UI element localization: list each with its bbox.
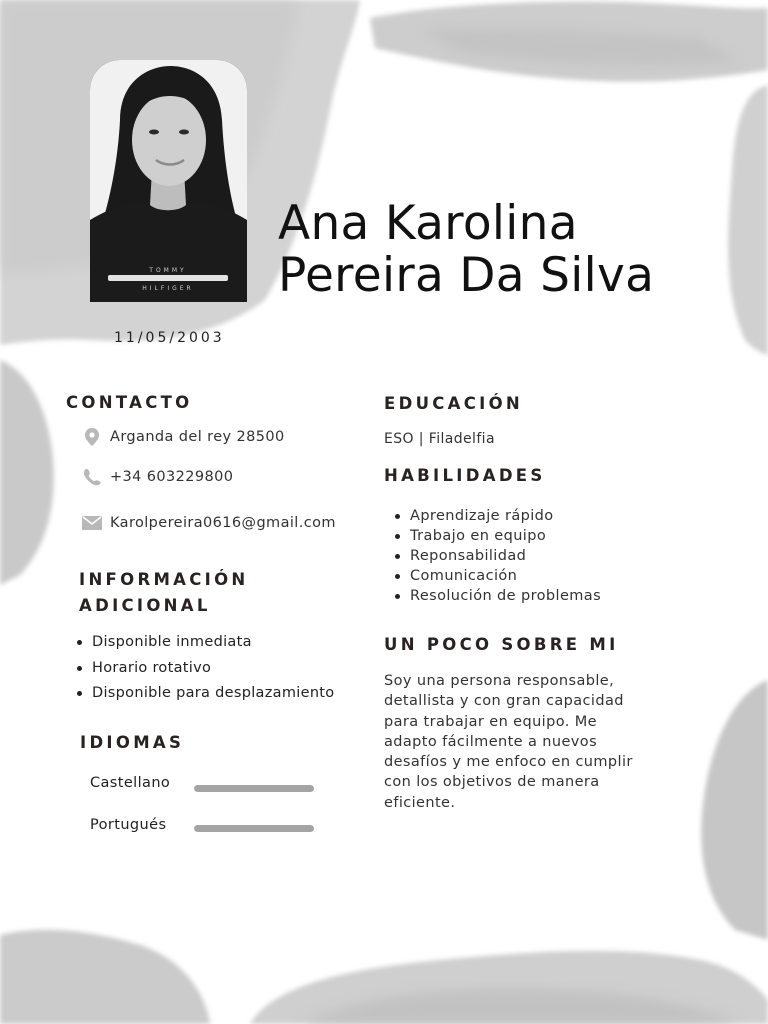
list-item: Resolución de problemas (392, 586, 601, 606)
mail-icon (80, 513, 104, 533)
language-name: Portugués (90, 817, 167, 833)
languages-heading: IDIOMAS (80, 733, 185, 752)
education-heading: EDUCACIÓN (384, 394, 524, 413)
name-line-2: Pereira Da Silva (278, 248, 655, 303)
additional-info-heading-line-2: ADICIONAL (79, 596, 211, 615)
contact-heading: CONTACTO (66, 393, 193, 412)
contact-address: Arganda del rey 28500 (110, 429, 285, 445)
birth-date: 11/05/2003 (114, 330, 225, 346)
phone-icon (80, 467, 104, 487)
language-level-bar (194, 825, 314, 832)
skills-heading: HABILIDADES (384, 466, 546, 485)
additional-info-heading-line-1: INFORMACIÓN (79, 570, 249, 589)
location-icon (80, 427, 104, 447)
language-level-fill (194, 785, 314, 792)
list-item: Horario rotativo (74, 656, 334, 682)
contact-phone-row (80, 466, 233, 488)
about-heading: UN POCO SOBRE MI (384, 635, 619, 654)
contact-address-row (80, 426, 285, 448)
list-item: Reponsabilidad (392, 546, 601, 566)
profile-photo (90, 60, 247, 302)
name-line-1: Ana Karolina (278, 196, 578, 251)
skills-list (392, 506, 601, 606)
education-entry: ESO | Filadelfia (384, 431, 495, 447)
list-item: Aprendizaje rápido (392, 506, 601, 526)
shirt-brand-text-bottom: HILFIGER (142, 285, 194, 292)
additional-info-list (74, 630, 334, 707)
language-name: Castellano (90, 775, 171, 791)
language-level-bar (194, 785, 314, 792)
contact-email: Karolpereira0616@gmail.com (110, 515, 336, 531)
full-name (278, 198, 748, 302)
about-text: Soy una persona responsable, detallista y con gran capacidad para trabajar en equipo. Me adapto fácilmente a nuevos desafíos y me enfoco en cumplir con los objetivos de manera eficiente. (384, 673, 633, 811)
additional-info-heading (79, 567, 329, 619)
contact-email-row (80, 512, 336, 534)
contact-phone: +34 603229800 (110, 469, 234, 485)
shirt-brand-text-top: TOMMY (149, 267, 187, 274)
list-item: Comunicación (392, 566, 601, 586)
list-item: Disponible inmediata (74, 630, 334, 656)
language-level-fill (194, 825, 314, 832)
list-item: Disponible para desplazamiento (74, 681, 334, 707)
list-item: Trabajo en equipo (392, 526, 601, 546)
